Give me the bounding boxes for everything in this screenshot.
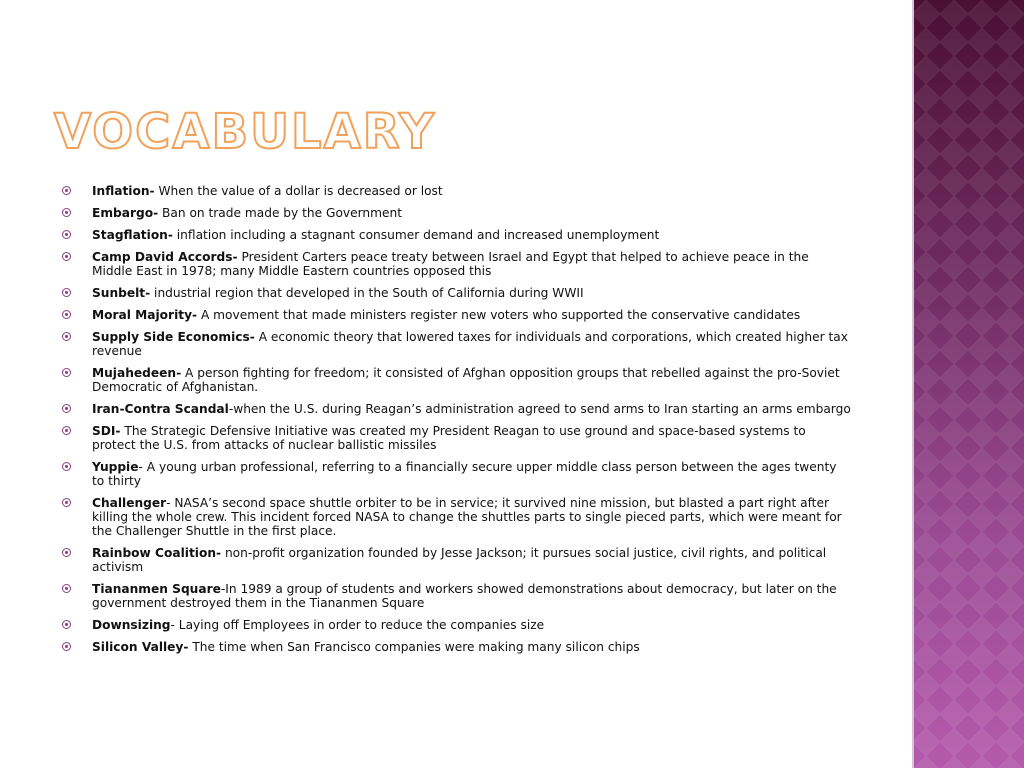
vocabulary-item xyxy=(62,582,852,610)
diamond-pattern xyxy=(912,0,1024,768)
vocabulary-term: Embargo- xyxy=(92,206,159,220)
vocabulary-term: SDI- xyxy=(92,424,121,438)
slide-title-text: VOCABULARY xyxy=(54,104,436,160)
vocabulary-definition: President Carters peace treaty between Israel and Egypt that helped to achieve peace in the Middle East in 1978; many Middle Eastern countries opposed this xyxy=(92,250,809,278)
vocabulary-term: Downsizing xyxy=(92,618,171,632)
vocabulary-definition: - A young urban professional, referring to a financially secure upper middle class person between the ages twenty to thirty xyxy=(92,460,837,488)
circle-bullet-icon xyxy=(62,642,71,651)
vocabulary-term: Tiananmen Square xyxy=(92,582,221,596)
vocabulary-item xyxy=(62,206,852,220)
vocabulary-definition: industrial region that developed in the South of California during WWII xyxy=(150,286,584,300)
vocabulary-item xyxy=(62,286,852,300)
circle-bullet-icon xyxy=(62,548,71,557)
vocabulary-item xyxy=(62,618,852,632)
slide-title xyxy=(54,104,436,160)
vocabulary-item xyxy=(62,424,852,452)
circle-bullet-icon xyxy=(62,208,71,217)
vocabulary-item xyxy=(62,640,852,654)
vocabulary-term: Supply Side Economics- xyxy=(92,330,255,344)
vocabulary-item xyxy=(62,402,852,416)
circle-bullet-icon xyxy=(62,498,71,507)
vocabulary-item xyxy=(62,366,852,394)
vocabulary-item xyxy=(62,496,852,538)
vocabulary-definition: inflation including a stagnant consumer demand and increased unemployment xyxy=(172,228,660,242)
vocabulary-definition: non-profit organization founded by Jesse Jackson; it pursues social justice, civil rights, and political activism xyxy=(92,546,827,574)
circle-bullet-icon xyxy=(62,252,71,261)
vocabulary-definition: The Strategic Defensive Initiative was created my President Reagan to use ground and space-based systems to protect the U.S. from attacks of nuclear ballistic missiles xyxy=(92,424,806,452)
decorative-side-panel xyxy=(912,0,1024,768)
circle-bullet-icon xyxy=(62,462,71,471)
vocabulary-definition: A movement that made ministers register new voters who supported the conservative candidates xyxy=(197,308,801,322)
vocabulary-item xyxy=(62,546,852,574)
vocabulary-definition: -when the U.S. during Reagan’s administration agreed to send arms to Iran starting an arms embargo xyxy=(228,402,851,416)
circle-bullet-icon xyxy=(62,230,71,239)
vocabulary-term: Iran-Contra Scandal xyxy=(92,402,229,416)
vocabulary-item xyxy=(62,330,852,358)
circle-bullet-icon xyxy=(62,288,71,297)
vocabulary-definition: -In 1989 a group of students and workers showed demonstrations about democracy, but later on the government destroyed them in the Tiananmen Square xyxy=(92,582,837,610)
vocabulary-definition: When the value of a dollar is decreased or lost xyxy=(154,184,443,198)
circle-bullet-icon xyxy=(62,368,71,377)
circle-bullet-icon xyxy=(62,310,71,319)
vocabulary-term: Sunbelt- xyxy=(92,286,151,300)
circle-bullet-icon xyxy=(62,426,71,435)
circle-bullet-icon xyxy=(62,584,71,593)
vocabulary-term: Silicon Valley- xyxy=(92,640,189,654)
vocabulary-term: Rainbow Coalition- xyxy=(92,546,222,560)
vocabulary-definition: - Laying off Employees in order to reduce the companies size xyxy=(170,618,545,632)
vocabulary-definition: Ban on trade made by the Government xyxy=(158,206,403,220)
vocabulary-term: Moral Majority- xyxy=(92,308,198,322)
vocabulary-term: Yuppie xyxy=(92,460,139,474)
circle-bullet-icon xyxy=(62,186,71,195)
vocabulary-item xyxy=(62,228,852,242)
vocabulary-item xyxy=(62,460,852,488)
vocabulary-definition: A economic theory that lowered taxes for individuals and corporations, which created higher tax revenue xyxy=(92,330,848,358)
vocabulary-item xyxy=(62,184,852,198)
vocabulary-definition: - NASA’s second space shuttle orbiter to be in service; it survived nine mission, but blasted a part right after killing the whole crew. This incident forced NASA to change the shuttles parts to single pieced parts, which were meant for the Challenger Shuttle in the first place. xyxy=(92,496,842,538)
vocabulary-definition: The time when San Francisco companies were making many silicon chips xyxy=(188,640,640,654)
vocabulary-definition: A person fighting for freedom; it consisted of Afghan opposition groups that rebelled against the pro-Soviet Democratic of Afghanistan. xyxy=(92,366,840,394)
vocabulary-list xyxy=(62,184,852,662)
circle-bullet-icon xyxy=(62,620,71,629)
circle-bullet-icon xyxy=(62,332,71,341)
vocabulary-term: Challenger xyxy=(92,496,167,510)
circle-bullet-icon xyxy=(62,404,71,413)
vocabulary-item xyxy=(62,250,852,278)
vocabulary-term: Stagflation- xyxy=(92,228,173,242)
side-panel-edge xyxy=(912,0,914,768)
vocabulary-item xyxy=(62,308,852,322)
vocabulary-term: Mujahedeen- xyxy=(92,366,182,380)
vocabulary-term: Camp David Accords- xyxy=(92,250,238,264)
vocabulary-term: Inflation- xyxy=(92,184,155,198)
